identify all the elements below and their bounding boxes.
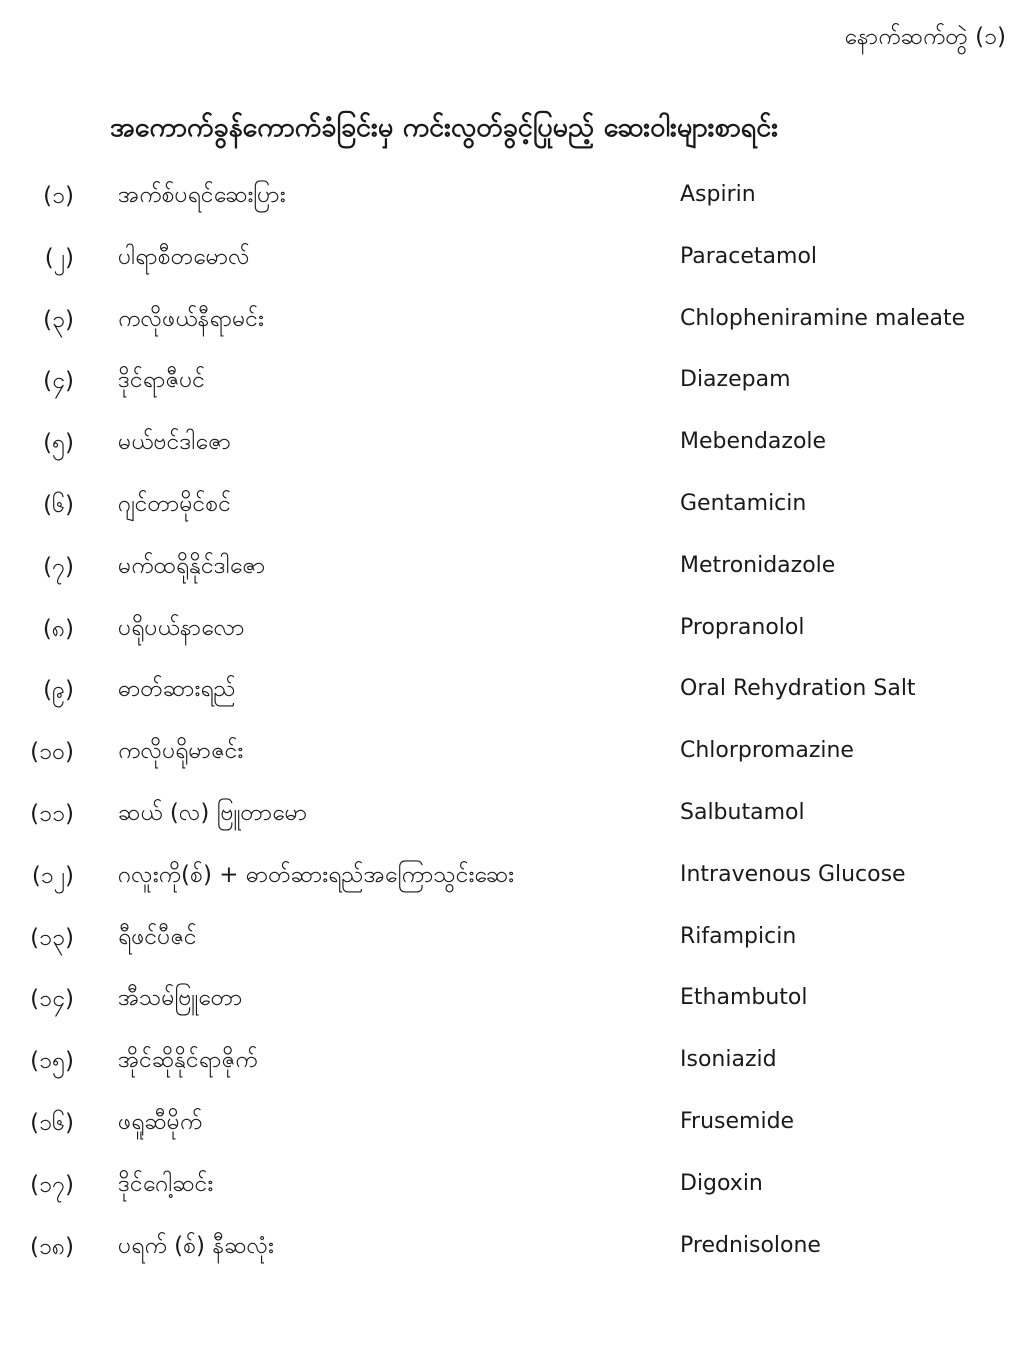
drug-name-myanmar: ဓာတ်ဆားရည် <box>118 676 236 703</box>
row-number: (၆) <box>43 491 74 518</box>
drug-row <box>0 908 1028 970</box>
drug-name-myanmar: ပရိုပယ်နာလော <box>118 614 245 641</box>
row-number: (၄) <box>43 368 74 395</box>
drug-name-myanmar: အီသမ်ဗြူတော <box>118 985 243 1012</box>
row-number: (၁၆) <box>30 1109 74 1136</box>
row-number: (၅) <box>43 430 74 457</box>
drug-row <box>0 599 1028 661</box>
drug-name-myanmar: ရီဖင်ပီဇင် <box>118 923 197 950</box>
drug-name-english: Gentamicin <box>680 490 807 516</box>
row-number: (၉) <box>43 677 74 704</box>
row-number: (၁၄) <box>30 986 74 1013</box>
drug-name-myanmar: ဒိုင်ရာဇီပင် <box>118 367 205 394</box>
annex-label: နောက်ဆက်တွဲ (၁) <box>844 24 1006 50</box>
drug-name-english: Frusemide <box>680 1108 795 1134</box>
drug-name-english: Aspirin <box>680 182 756 207</box>
drug-row <box>0 660 1028 722</box>
drug-row <box>0 228 1028 290</box>
drug-row <box>0 351 1028 413</box>
drug-name-myanmar: ဆယ် (လ) ဗြူတာမော <box>118 799 308 826</box>
drug-name-english: Chlorpromazine <box>680 738 854 764</box>
drug-name-myanmar: အိုင်ဆိုနိုင်ရာဇိုက် <box>118 1047 258 1074</box>
drug-name-english: Isoniazid <box>680 1047 777 1073</box>
drug-name-english: Metronidazole <box>680 552 836 578</box>
drug-name-myanmar: မက်ထရိုနိုင်ဒါဇော <box>118 552 266 579</box>
drug-name-english: Diazepam <box>680 367 791 393</box>
drug-row <box>0 413 1028 475</box>
drug-name-english: Chlopheniramine maleate <box>680 305 966 331</box>
drug-name-myanmar: အက်စ်ပရင်ဆေးပြား <box>118 182 286 208</box>
drug-name-myanmar: ပါရာစီတမောလ် <box>118 243 250 270</box>
drug-row <box>0 846 1028 908</box>
row-number: (၁၇) <box>30 1171 74 1198</box>
row-number: (၇) <box>43 553 74 580</box>
drug-name-myanmar: မယ်ဗင်ဒါဇော <box>118 429 231 456</box>
drug-row <box>0 1155 1028 1217</box>
drug-name-english: Propranolol <box>680 614 805 640</box>
drug-row <box>0 1217 1028 1279</box>
drug-row <box>0 1093 1028 1155</box>
row-number: (၁၃) <box>30 924 74 951</box>
drug-name-english: Salbutamol <box>680 799 805 825</box>
drug-name-myanmar: ပရက် (စ်) နီဆလုံး <box>118 1232 274 1259</box>
row-number: (၁) <box>43 183 74 209</box>
drug-row <box>0 475 1028 537</box>
drug-row <box>0 166 1028 228</box>
drug-name-english: Rifampicin <box>680 923 797 949</box>
drug-row <box>0 290 1028 352</box>
row-number: (၁၁) <box>30 800 74 827</box>
document-title: အကောက်ခွန်ကောက်ခံခြင်းမှ ကင်းလွတ်ခွင့်ပြုမည့် ဆေးဝါးများစာရင်း <box>110 112 779 143</box>
row-number: (၁၀) <box>30 739 74 766</box>
drug-row <box>0 722 1028 784</box>
drug-name-myanmar: ကလိုဖယ်နီရာမင်း <box>118 305 264 332</box>
drug-name-english: Prednisolone <box>680 1232 821 1258</box>
drug-name-myanmar: ဂလူးကို(စ်) + ဓာတ်ဆားရည်အကြောသွင်းဆေး <box>118 861 514 888</box>
drug-name-english: Intravenous Glucose <box>680 861 906 887</box>
drug-row <box>0 784 1028 846</box>
row-number: (၃) <box>43 306 74 333</box>
drug-name-myanmar: ဒိုင်ဂေါ့ဆင်း <box>118 1170 214 1197</box>
row-number: (၁၂) <box>31 862 74 889</box>
row-number: (၁၈) <box>29 1233 74 1260</box>
drug-name-english: Oral Rehydration Salt <box>680 676 916 702</box>
drug-row <box>0 969 1028 1031</box>
drug-name-english: Paracetamol <box>680 243 818 269</box>
drug-name-myanmar: ဖရူဆီမိုက် <box>118 1108 203 1135</box>
row-number: (၂) <box>44 244 74 271</box>
drug-name-english: Ethambutol <box>680 985 808 1011</box>
drug-name-myanmar: ဂျင်တာမိုင်စင် <box>118 490 231 517</box>
drug-row <box>0 1031 1028 1093</box>
drug-name-myanmar: ကလိုပရိုမာဇင်း <box>118 738 244 765</box>
drug-name-english: Digoxin <box>680 1170 763 1196</box>
drug-name-english: Mebendazole <box>680 429 827 455</box>
drug-row <box>0 537 1028 599</box>
drug-list <box>0 166 1028 1278</box>
row-number: (၁၅) <box>30 1048 74 1075</box>
row-number: (၈) <box>42 615 74 642</box>
